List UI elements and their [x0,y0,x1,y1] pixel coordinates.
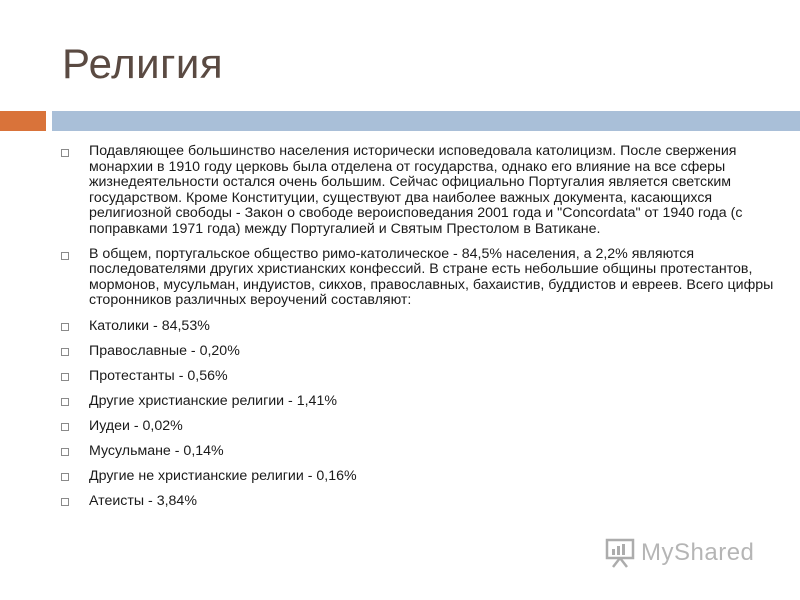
bullet-text: Подавляющее большинство населения исторически исповедовала католицизм. После свержения монархии в 1910 году церковь была отделена от государства, однако его влияние на все сферы жизнедеятельности остался очень большим. Сейчас официально Португалия является светским государством. Кроме Конституции, существуют два наиболее важных документа, касающихся религиозной свободы - Закон о свободе вероисповедания 2001 года и "Concordata" от 1940 года (с поправками 1971 года) между Португалией и Святым Престолом в Ватикане. [89,143,743,237]
square-bullet-icon [61,323,69,331]
square-bullet-icon [61,498,69,506]
bullet-text: Атеисты - 3,84% [89,492,197,509]
bullet-text: Католики - 84,53% [89,317,210,334]
square-bullet-icon [61,252,69,260]
bullet-text: Протестанты - 0,56% [89,367,228,384]
bullet-text: Иудеи - 0,02% [89,417,183,434]
square-bullet-icon [61,373,69,381]
bullet-item [58,393,778,409]
square-bullet-icon [61,398,69,406]
bullet-item [58,318,778,334]
bullet-item [58,343,778,359]
square-bullet-icon [61,448,69,456]
bullet-item [58,493,778,509]
bullet-text: В общем, португальское общество римо-католическое - 84,5% населения, а 2,2% являются последователями других христианских конфессий. В стране есть небольшие общины протестантов, мормонов, мусульман, индуистов, сикхов, православных, бахаистив, буддистов и евреев. Всего цифры сторонников различных вероучений составляют: [89,245,774,309]
square-bullet-icon [61,149,69,157]
bullet-text: Другие не христианские религии - 0,16% [89,467,357,484]
square-bullet-icon [61,348,69,356]
slide-content [58,144,778,518]
bullet-text: Православные - 0,20% [89,342,240,359]
slide-title: Религия [62,40,224,87]
bullet-item [58,468,778,484]
bullet-text: Другие христианские религии - 1,41% [89,392,337,409]
bullet-item [58,368,778,384]
bullet-item [58,144,778,238]
bullet-item [58,418,778,434]
bullet-item [58,247,778,309]
presentation-board-icon [605,537,635,569]
square-bullet-icon [61,473,69,481]
bullet-text: Мусульмане - 0,14% [89,442,224,459]
bullet-item [58,443,778,459]
watermark [605,537,754,569]
accent-bar [0,111,800,131]
square-bullet-icon [61,423,69,431]
accent-bar-blue [52,111,800,131]
accent-bar-orange [0,111,46,131]
watermark-text: MyShared [641,539,755,566]
